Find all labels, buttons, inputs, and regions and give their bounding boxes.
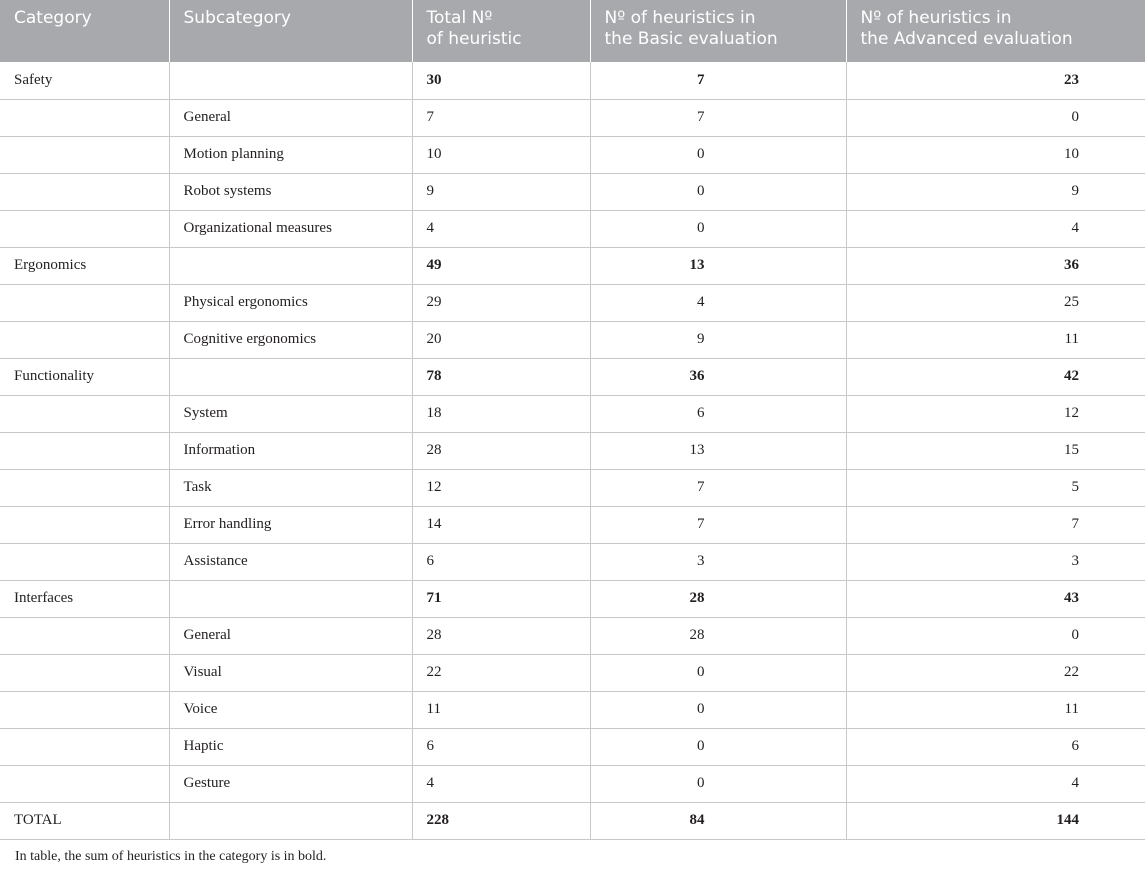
cell-basic: 9: [590, 321, 846, 358]
cell-category: Safety: [0, 62, 169, 99]
cell-subcategory: [169, 247, 412, 284]
cell-subcategory: Voice: [169, 691, 412, 728]
cell-advanced: 3: [846, 543, 1145, 580]
cell-basic: 28: [590, 580, 846, 617]
cell-basic: 0: [590, 654, 846, 691]
cell-total: 4: [412, 765, 590, 802]
table-row: [0, 321, 1145, 358]
cell-subcategory: Gesture: [169, 765, 412, 802]
cell-subcategory: Haptic: [169, 728, 412, 765]
cell-category: [0, 395, 169, 432]
table-row: [0, 284, 1145, 321]
cell-subcategory: Robot systems: [169, 173, 412, 210]
cell-subcategory: General: [169, 99, 412, 136]
cell-category: [0, 765, 169, 802]
table-row: [0, 728, 1145, 765]
cell-basic: 0: [590, 765, 846, 802]
table-footnote: In table, the sum of heuristics in the category is in bold.: [15, 849, 327, 864]
cell-category: [0, 432, 169, 469]
cell-subcategory: System: [169, 395, 412, 432]
header-row: [0, 0, 1145, 62]
cell-advanced: 23: [846, 62, 1145, 99]
header-basic: Nº of heuristics in the Basic evaluation: [590, 0, 846, 62]
cell-category: [0, 136, 169, 173]
cell-total: 7: [412, 99, 590, 136]
category-row: [0, 62, 1145, 99]
cell-category: Functionality: [0, 358, 169, 395]
cell-category: TOTAL: [0, 802, 169, 839]
cell-subcategory: Organizational measures: [169, 210, 412, 247]
cell-advanced: 9: [846, 173, 1145, 210]
cell-total: 29: [412, 284, 590, 321]
cell-advanced: 144: [846, 802, 1145, 839]
cell-advanced: 11: [846, 691, 1145, 728]
cell-subcategory: Physical ergonomics: [169, 284, 412, 321]
cell-advanced: 5: [846, 469, 1145, 506]
cell-advanced: 22: [846, 654, 1145, 691]
cell-basic: 0: [590, 728, 846, 765]
header-category: Category: [0, 0, 169, 62]
cell-category: [0, 321, 169, 358]
table-row: [0, 543, 1145, 580]
cell-subcategory: [169, 802, 412, 839]
cell-advanced: 6: [846, 728, 1145, 765]
cell-subcategory: Motion planning: [169, 136, 412, 173]
cell-total: 30: [412, 62, 590, 99]
cell-total: 6: [412, 543, 590, 580]
cell-advanced: 10: [846, 136, 1145, 173]
cell-advanced: 12: [846, 395, 1145, 432]
cell-basic: 13: [590, 432, 846, 469]
cell-subcategory: Task: [169, 469, 412, 506]
cell-subcategory: Assistance: [169, 543, 412, 580]
table-row: [0, 765, 1145, 802]
cell-subcategory: [169, 62, 412, 99]
cell-advanced: 0: [846, 617, 1145, 654]
table-row: [0, 654, 1145, 691]
table-header: [0, 0, 1145, 62]
cell-total: 28: [412, 617, 590, 654]
cell-subcategory: [169, 358, 412, 395]
table-body: [0, 62, 1145, 839]
cell-total: 228: [412, 802, 590, 839]
table-row: [0, 99, 1145, 136]
cell-category: Ergonomics: [0, 247, 169, 284]
table-row: [0, 210, 1145, 247]
cell-subcategory: Information: [169, 432, 412, 469]
cell-total: 4: [412, 210, 590, 247]
category-row: [0, 802, 1145, 839]
cell-category: [0, 543, 169, 580]
category-row: [0, 247, 1145, 284]
category-row: [0, 580, 1145, 617]
cell-total: 9: [412, 173, 590, 210]
cell-basic: 0: [590, 173, 846, 210]
cell-subcategory: [169, 580, 412, 617]
category-row: [0, 358, 1145, 395]
cell-total: 78: [412, 358, 590, 395]
cell-total: 20: [412, 321, 590, 358]
cell-subcategory: Visual: [169, 654, 412, 691]
cell-category: [0, 173, 169, 210]
cell-basic: 0: [590, 210, 846, 247]
cell-total: 14: [412, 506, 590, 543]
cell-basic: 0: [590, 691, 846, 728]
header-subcategory: Subcategory: [169, 0, 412, 62]
cell-advanced: 15: [846, 432, 1145, 469]
cell-advanced: 0: [846, 99, 1145, 136]
cell-advanced: 36: [846, 247, 1145, 284]
cell-total: 49: [412, 247, 590, 284]
cell-advanced: 42: [846, 358, 1145, 395]
cell-total: 10: [412, 136, 590, 173]
cell-category: [0, 469, 169, 506]
cell-category: [0, 654, 169, 691]
cell-basic: 7: [590, 506, 846, 543]
cell-basic: 7: [590, 62, 846, 99]
cell-category: Interfaces: [0, 580, 169, 617]
cell-basic: 0: [590, 136, 846, 173]
table-row: [0, 691, 1145, 728]
cell-total: 22: [412, 654, 590, 691]
table-row: [0, 432, 1145, 469]
cell-advanced: 25: [846, 284, 1145, 321]
cell-total: 12: [412, 469, 590, 506]
cell-advanced: 43: [846, 580, 1145, 617]
cell-advanced: 11: [846, 321, 1145, 358]
cell-subcategory: Error handling: [169, 506, 412, 543]
cell-total: 28: [412, 432, 590, 469]
cell-category: [0, 506, 169, 543]
cell-advanced: 7: [846, 506, 1145, 543]
cell-total: 6: [412, 728, 590, 765]
cell-basic: 28: [590, 617, 846, 654]
cell-basic: 36: [590, 358, 846, 395]
cell-subcategory: General: [169, 617, 412, 654]
cell-category: [0, 691, 169, 728]
cell-basic: 3: [590, 543, 846, 580]
cell-basic: 6: [590, 395, 846, 432]
table-row: [0, 469, 1145, 506]
table-row: [0, 617, 1145, 654]
cell-advanced: 4: [846, 765, 1145, 802]
header-advanced: Nº of heuristics in the Advanced evaluation: [846, 0, 1145, 62]
cell-basic: 84: [590, 802, 846, 839]
cell-total: 18: [412, 395, 590, 432]
cell-basic: 4: [590, 284, 846, 321]
table-row: [0, 136, 1145, 173]
cell-total: 11: [412, 691, 590, 728]
header-total: Total Nº of heuristic: [412, 0, 590, 62]
cell-subcategory: Cognitive ergonomics: [169, 321, 412, 358]
table-row: [0, 395, 1145, 432]
cell-category: [0, 728, 169, 765]
cell-basic: 7: [590, 469, 846, 506]
table-row: [0, 506, 1145, 543]
cell-basic: 7: [590, 99, 846, 136]
cell-category: [0, 617, 169, 654]
cell-basic: 13: [590, 247, 846, 284]
table-row: [0, 173, 1145, 210]
cell-category: [0, 210, 169, 247]
cell-category: [0, 284, 169, 321]
cell-total: 71: [412, 580, 590, 617]
cell-category: [0, 99, 169, 136]
cell-advanced: 4: [846, 210, 1145, 247]
